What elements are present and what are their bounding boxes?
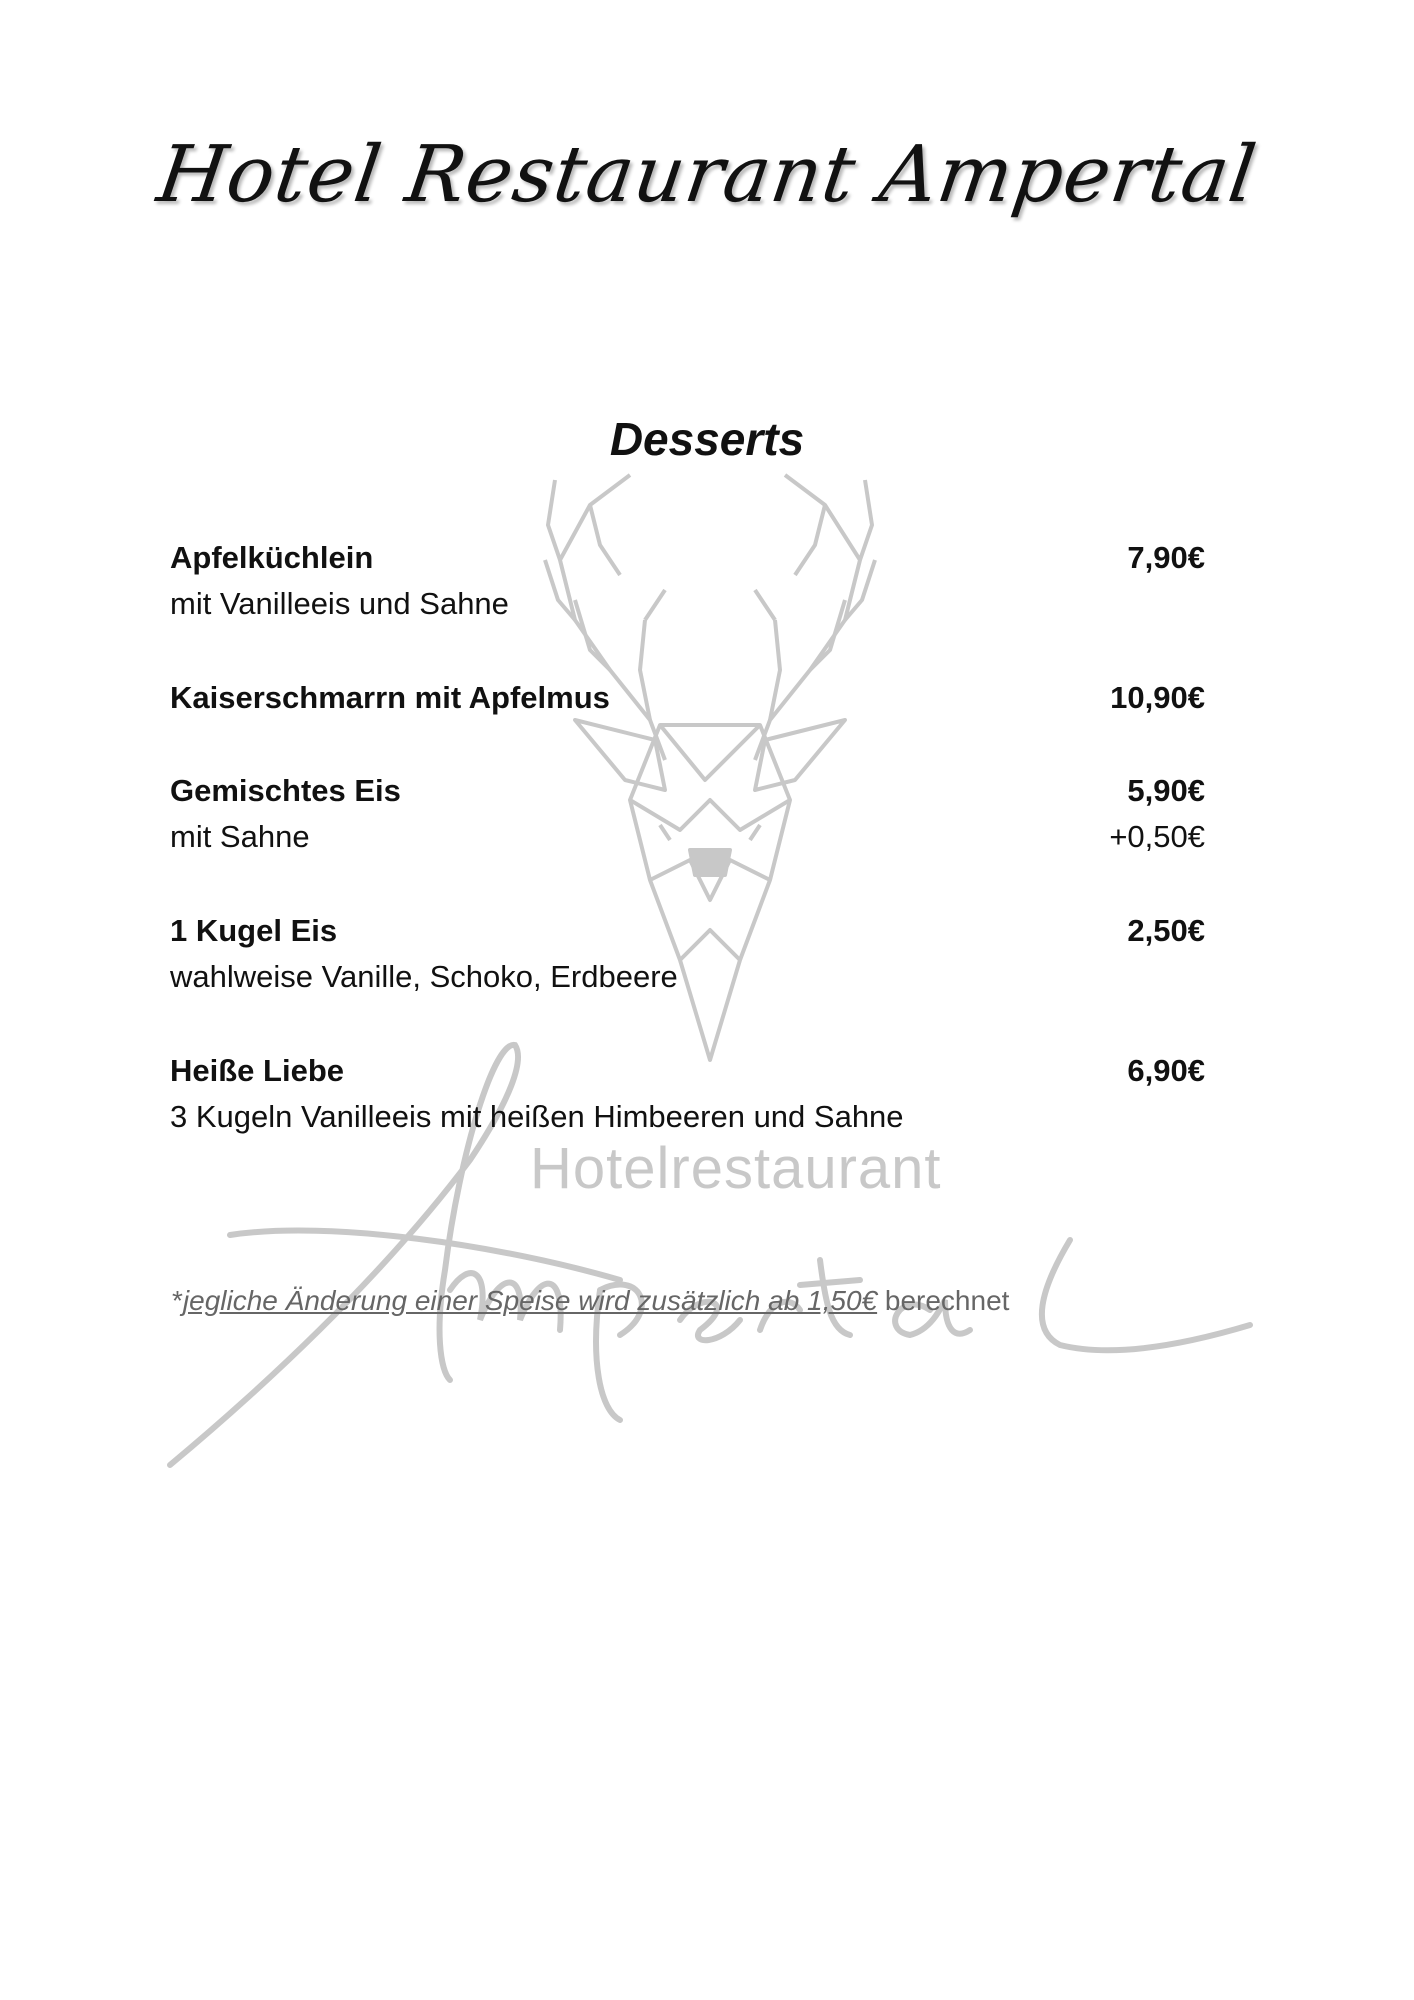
item-extra-price: +0,50€ xyxy=(1109,819,1205,854)
item-description: wahlweise Vanille, Schoko, Erdbeere xyxy=(170,959,678,994)
surcharge-footnote xyxy=(172,1285,1009,1317)
item-price: 7,90€ xyxy=(1127,540,1205,575)
item-description: mit Vanilleeis und Sahne xyxy=(170,586,509,621)
item-price: 10,90€ xyxy=(1110,680,1205,715)
item-name: 1 Kugel Eis xyxy=(170,913,338,948)
section-title: Desserts xyxy=(609,413,805,465)
item-name: Gemischtes Eis xyxy=(170,773,401,808)
item-description: mit Sahne xyxy=(170,819,310,854)
menu-item xyxy=(170,913,1205,1005)
menu-item xyxy=(170,540,1205,632)
item-description: 3 Kugeln Vanilleeis mit heißen Himbeeren und Sahne xyxy=(170,1099,904,1134)
watermark-text: Hotelrestaurant xyxy=(530,1136,942,1201)
menu-item xyxy=(170,1053,1205,1145)
footnote-suffix: berechnet xyxy=(877,1285,1010,1316)
footnote-underlined-text: jegliche Änderung einer Speise wird zusätzlich ab 1,50€ xyxy=(182,1285,878,1316)
footnote-prefix: * xyxy=(172,1285,183,1316)
menu-item xyxy=(170,680,1205,726)
item-price: 2,50€ xyxy=(1127,913,1205,948)
item-price: 6,90€ xyxy=(1127,1053,1205,1088)
item-name: Apfelküchlein xyxy=(170,540,374,575)
item-price: 5,90€ xyxy=(1127,773,1205,808)
hotel-title: Hotel Restaurant Ampertal xyxy=(152,130,1262,220)
menu-item xyxy=(170,773,1205,865)
item-name: Heiße Liebe xyxy=(170,1053,344,1088)
item-name: Kaiserschmarrn mit Apfelmus xyxy=(170,680,610,715)
